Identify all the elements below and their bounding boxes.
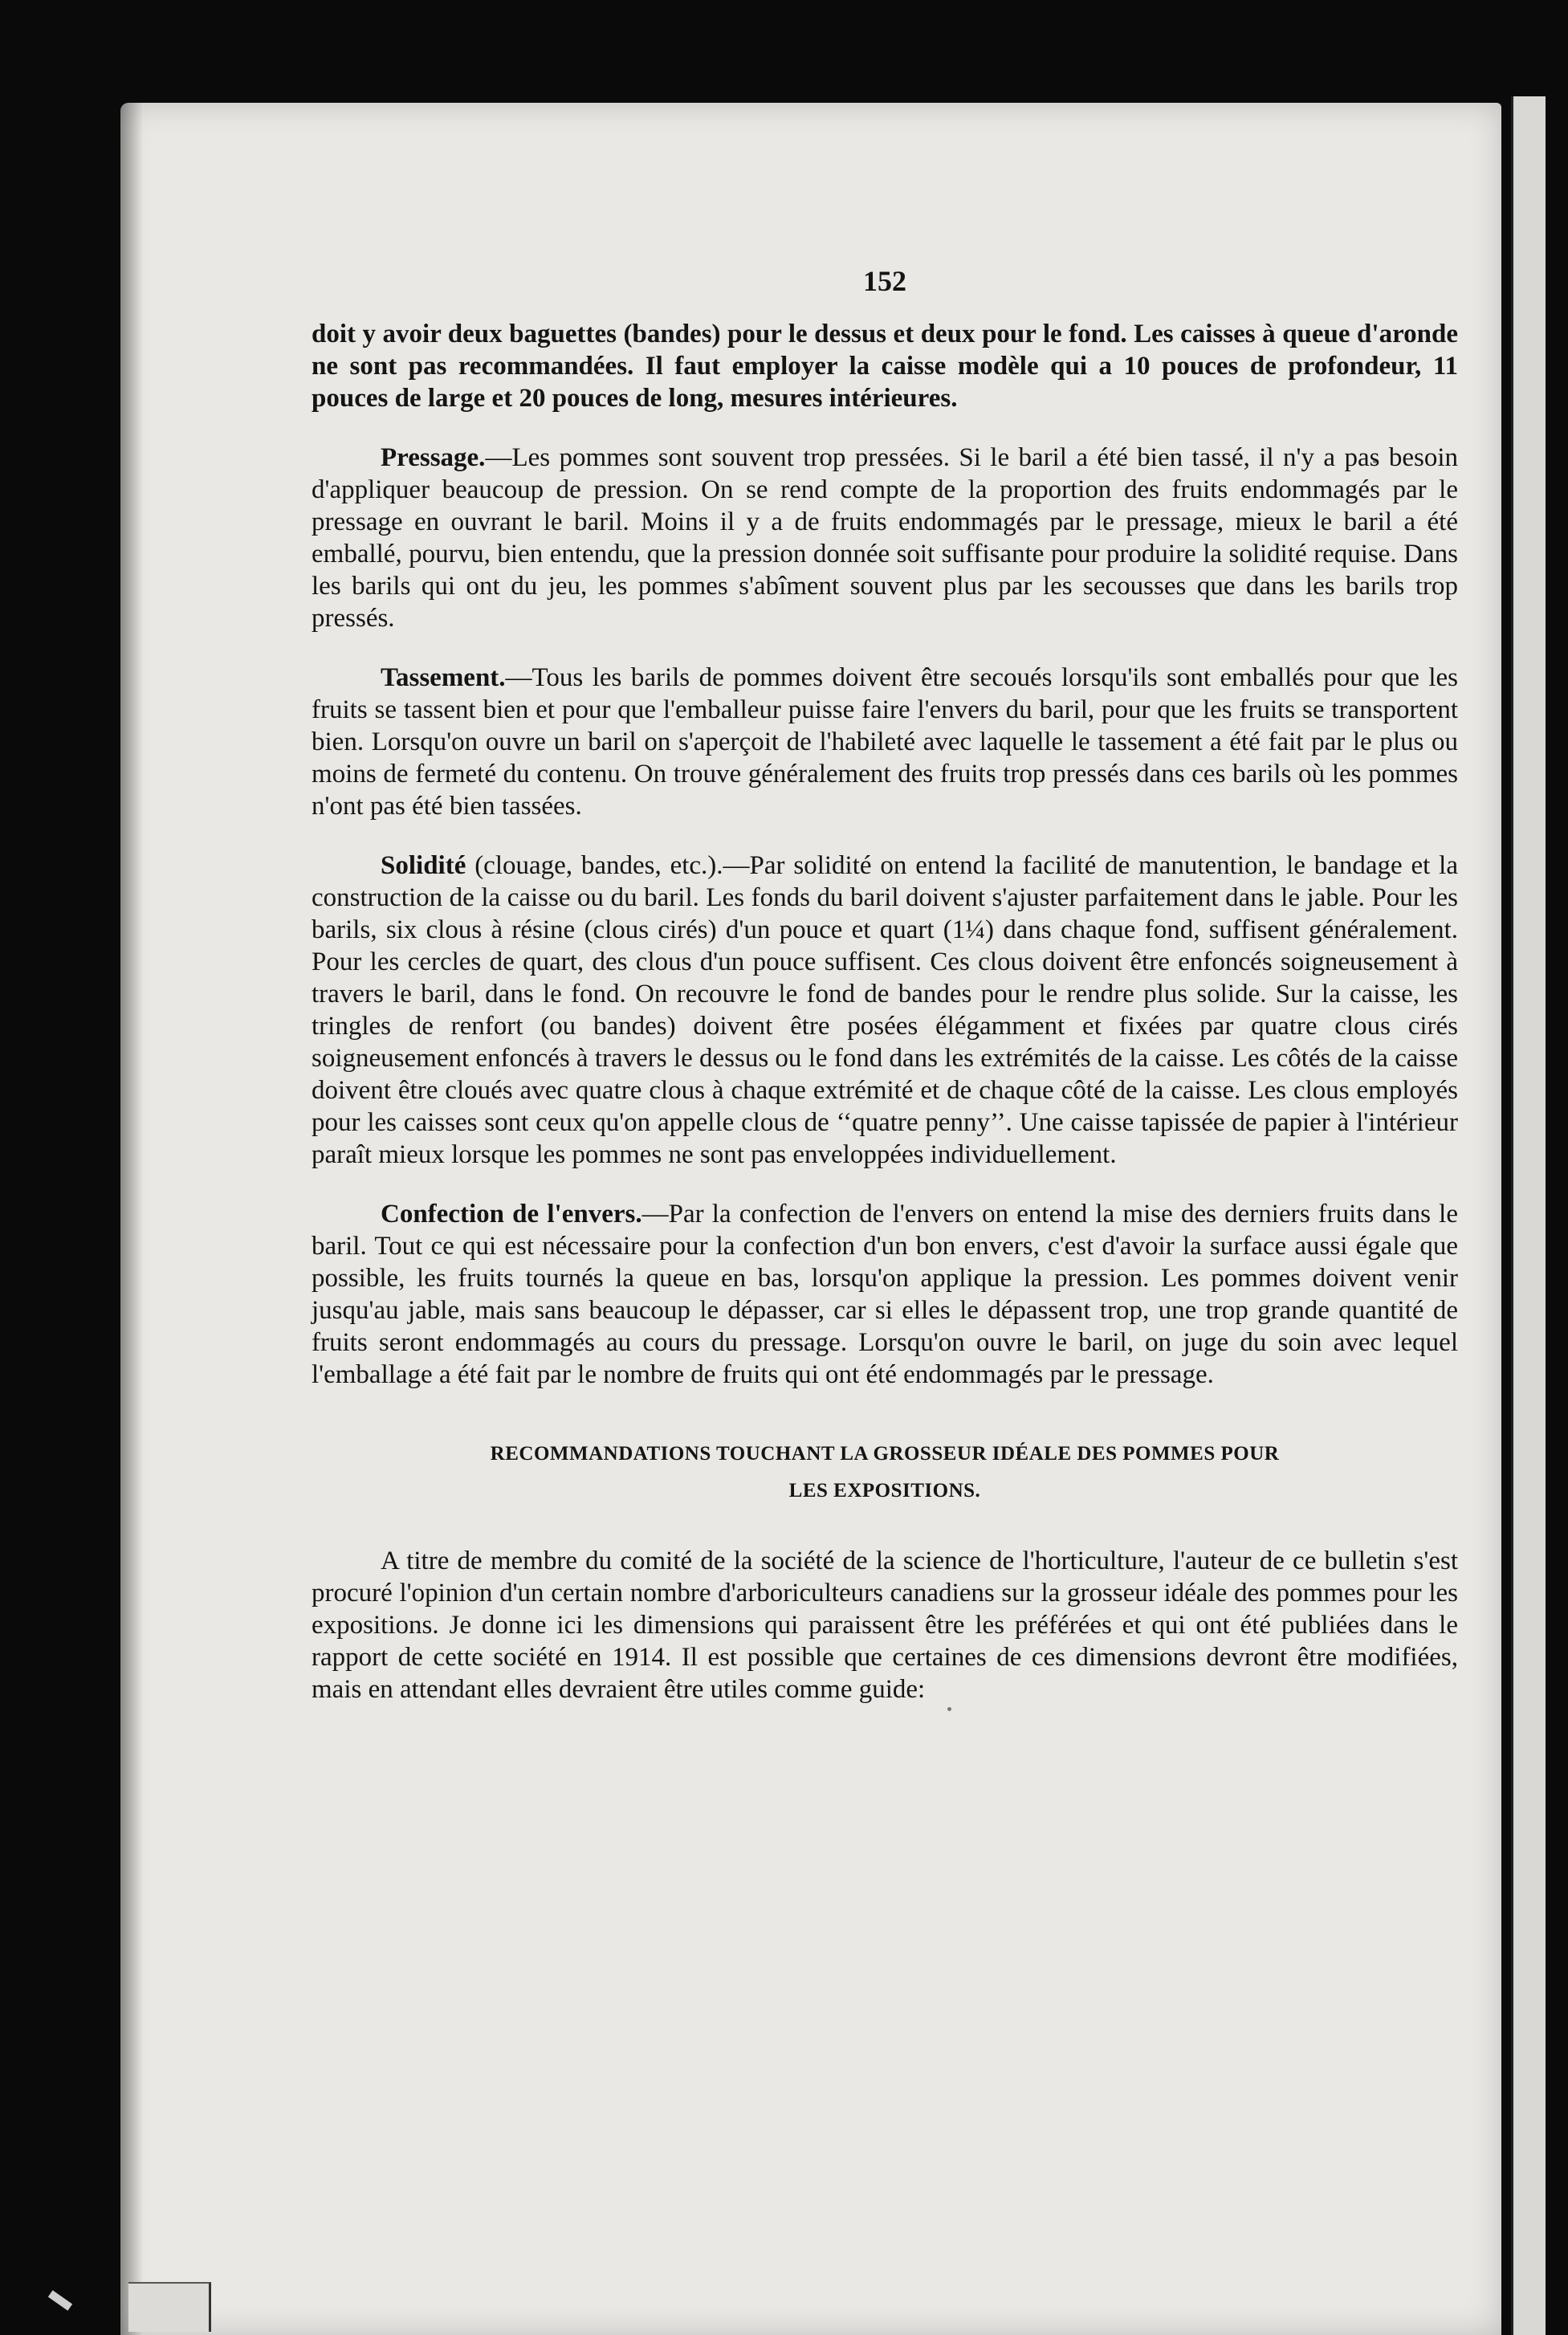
paragraph-text: A titre de membre du comité de la société de la science de l'horticulture, l'auteur de ce bulletin s'est procuré l'opinion d'un certain nombre d'arboriculteurs canadiens sur la grosseur idéale des pommes pour les expositions. Je donne ici les dimensions qui paraissent être les préférées et qui ont été publiées dans le rapport de cette société en 1914. Il est possible que certaines de ces dimensions devront être modifiées, mais en attendant elles devraient être utiles comme guide: [312,1546,1458,1704]
paragraph-recommandations [312,1545,1458,1705]
page-binding-shadow [120,103,143,2335]
paragraph-text: (clouage, bandes, etc.).—Par solidité on entend la facilité de manutention, le bandage et la construction de la caisse ou du baril. Les fonds du baril doivent s'ajuster parfaitement dans le jable. Pour les barils, six clous à résine (clous cirés) d'un pouce et quart (1¼) dans chaque fond, suffisent généralement. Pour les cercles de quart, des clous d'un pouce suffisent. Ces clous doivent être enfoncés soigneusement à travers le baril, dans le fond. On recouvre le fond de bandes pour le rendre plus solide. Sur la caisse, les tringles de renfort (ou bandes) doivent être posées élégamment et fixées par quatre clous cirés soigneusement enfoncés à travers le dessus ou le fond dans les extrémités de la caisse. Les côtés de la caisse doivent être cloués avec quatre clous à chaque extrémité et de chaque côté de la caisse. Les clous employés pour les caisses sont ceux qu'on appelle clous de ‘‘quatre penny’’. Une caisse tapissée de papier à l'intérieur paraît mieux lorsque les pommes ne sont pas enveloppées individuellement. [312,851,1458,1169]
section-heading [312,1436,1458,1510]
paragraph-confection-envers [312,1198,1458,1391]
section-heading-line: RECOMMANDATIONS TOUCHANT LA GROSSEUR IDÉALE DES POMMES POUR [490,1443,1280,1465]
paragraph-text: doit y avoir deux baguettes (bandes) pour le dessus et deux pour le fond. Les caisses à queue d'aronde ne sont pas recommandées. Il faut employer la caisse modèle qui a 10 pouces de profondeur, 11 pouces de large et 20 pouces de long, mesures intérieures. [312,320,1458,413]
paragraph-text: —Tous les barils de pommes doivent être secoués lorsqu'ils sont emballés pour que les fruits se tassent bien et pour que l'emballeur puisse faire l'envers du baril, pour que les fruits se transportent bien. Lorsqu'on ouvre un baril on s'aperçoit de l'habileté avec laquelle le tassement a été fait par le plus ou moins de fermeté du contenu. On trouve généralement des fruits trop pressés dans ces barils où les pommes n'ont pas été bien tassées. [312,663,1458,821]
paragraph-text: —Par la confection de l'envers on entend la mise des derniers fruits dans le baril. Tout ce qui est nécessaire pour la confection d'un bon envers, c'est d'avoir la surface aussi égale que possible, les fruits tournés la queue en bas, lorsqu'on applique la pression. Les pommes doivent venir jusqu'au jable, mais sans beaucoup le dépasser, car si elles le dépassent trop, une trop grande quantité de fruits seront endommagés au cours du pressage. Lorsqu'on ouvre le baril, on juge du soin avec lequel l'emballage a été fait par le nombre de fruits qui ont été endommagés par le pressage. [312,1200,1458,1389]
paragraph-continuation [312,318,1458,414]
section-heading-line: LES EXPOSITIONS. [788,1480,981,1502]
paragraph-lead: Confection de l'envers. [381,1200,642,1229]
page-text-block [312,265,1458,1733]
page-number: 152 [863,265,906,297]
paragraph-tassement [312,662,1458,822]
paragraph-text: —Les pommes sont souvent trop pressées. Si le baril a été bien tassé, il n'y a pas besoin d'appliquer beaucoup de pression. On se rend compte de la proportion des fruits endommagés par le pressage en ouvrant le baril. Moins il y a de fruits endommagés par le pressage, mieux le baril a été emballé, pourvu, bien entendu, que la pression donnée soit suffisante pour produire la solidité requise. Dans les barils qui ont du jeu, les pommes s'abîment souvent plus par les secousses que dans les barils trop pressés. [312,443,1458,633]
adjacent-page-edge [1511,96,1546,2335]
paragraph-lead: Tassement. [381,663,506,692]
paragraph-pressage [312,442,1458,634]
scan-corner-mark [48,2290,72,2310]
paragraph-solidite [312,850,1458,1171]
paragraph-lead: Solidité [381,851,466,880]
paragraph-lead: Pressage. [381,443,486,472]
page-corner-fold [128,2282,211,2332]
